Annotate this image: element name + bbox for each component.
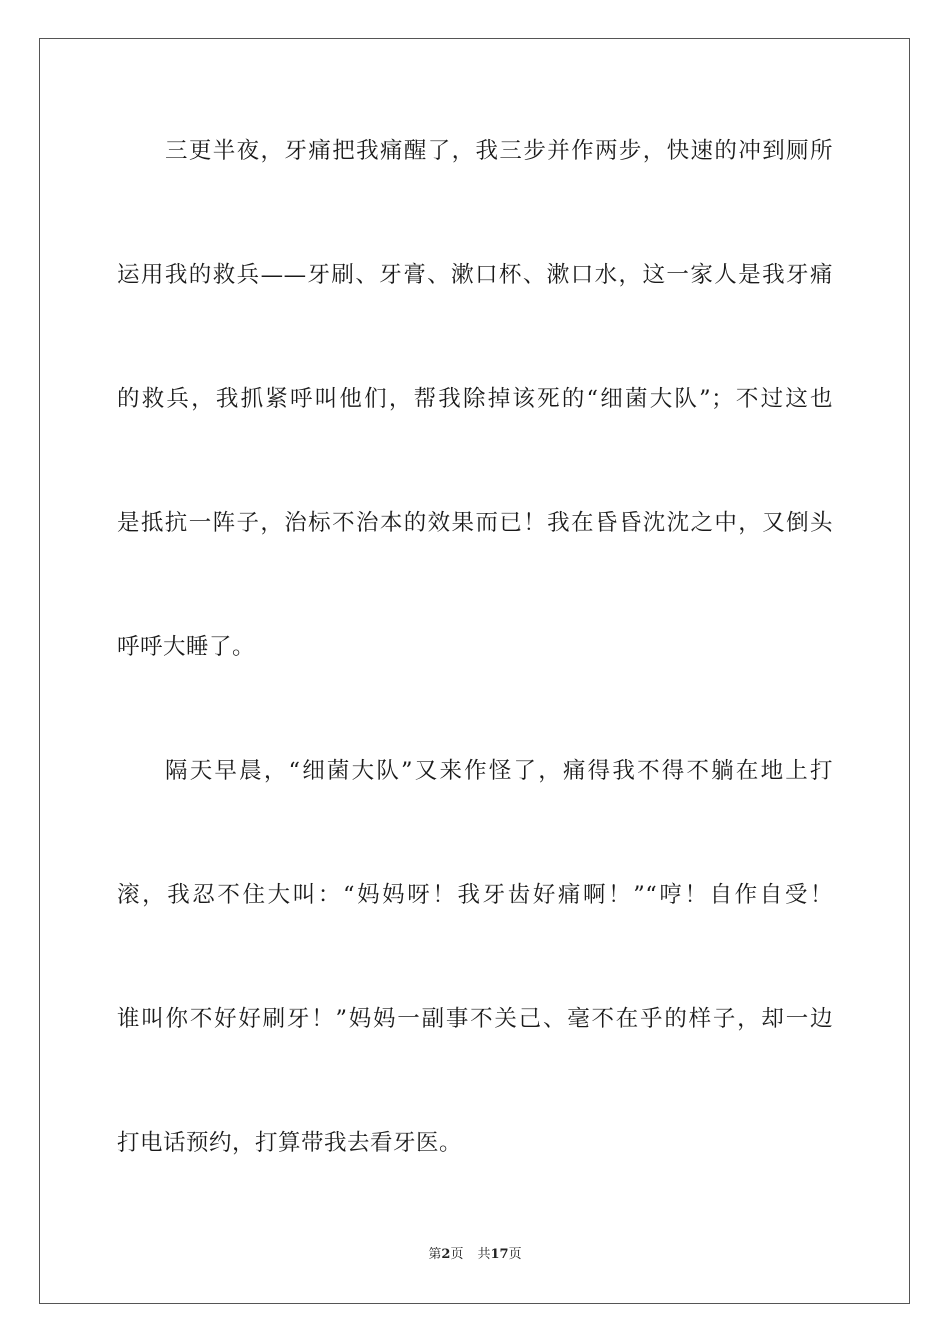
paragraph-1-line-1: 三更半夜，牙痛把我痛醒了，我三步并作两步，快速的冲到厕所 <box>165 138 833 164</box>
total-suffix: 页 <box>508 1247 522 1262</box>
page-footer <box>0 1246 950 1264</box>
page-prefix: 第 <box>428 1247 442 1262</box>
paragraph-1-line-5: 呼呼大睡了。 <box>117 634 256 660</box>
paragraph-2-line-1: 隔天早晨，“细菌大队”又来作怪了，痛得我不得不躺在地上打 <box>165 758 833 784</box>
total-prefix: 共 <box>477 1247 491 1262</box>
paragraph-1-line-2: 运用我的救兵——牙刷、牙膏、漱口杯、漱口水，这一家人是我牙痛 <box>117 262 833 288</box>
total-pages: 17 <box>490 1247 509 1262</box>
page-border <box>39 38 910 1304</box>
paragraph-2-line-3: 谁叫你不好好刷牙！”妈妈一副事不关己、毫不在乎的样子，却一边 <box>117 1006 833 1032</box>
paragraph-1-line-3: 的救兵，我抓紧呼叫他们，帮我除掉该死的“细菌大队”；不过这也 <box>117 386 833 412</box>
page-suffix: 页 <box>450 1247 464 1262</box>
paragraph-2-line-4: 打电话预约，打算带我去看牙医。 <box>117 1130 463 1156</box>
paragraph-1-line-4: 是抵抗一阵子，治标不治本的效果而已！我在昏昏沈沈之中，又倒头 <box>117 510 833 536</box>
page-number: 2 <box>441 1247 451 1262</box>
paragraph-2-line-2: 滚，我忍不住大叫：“妈妈呀！我牙齿好痛啊！”“哼！自作自受！ <box>117 882 833 908</box>
